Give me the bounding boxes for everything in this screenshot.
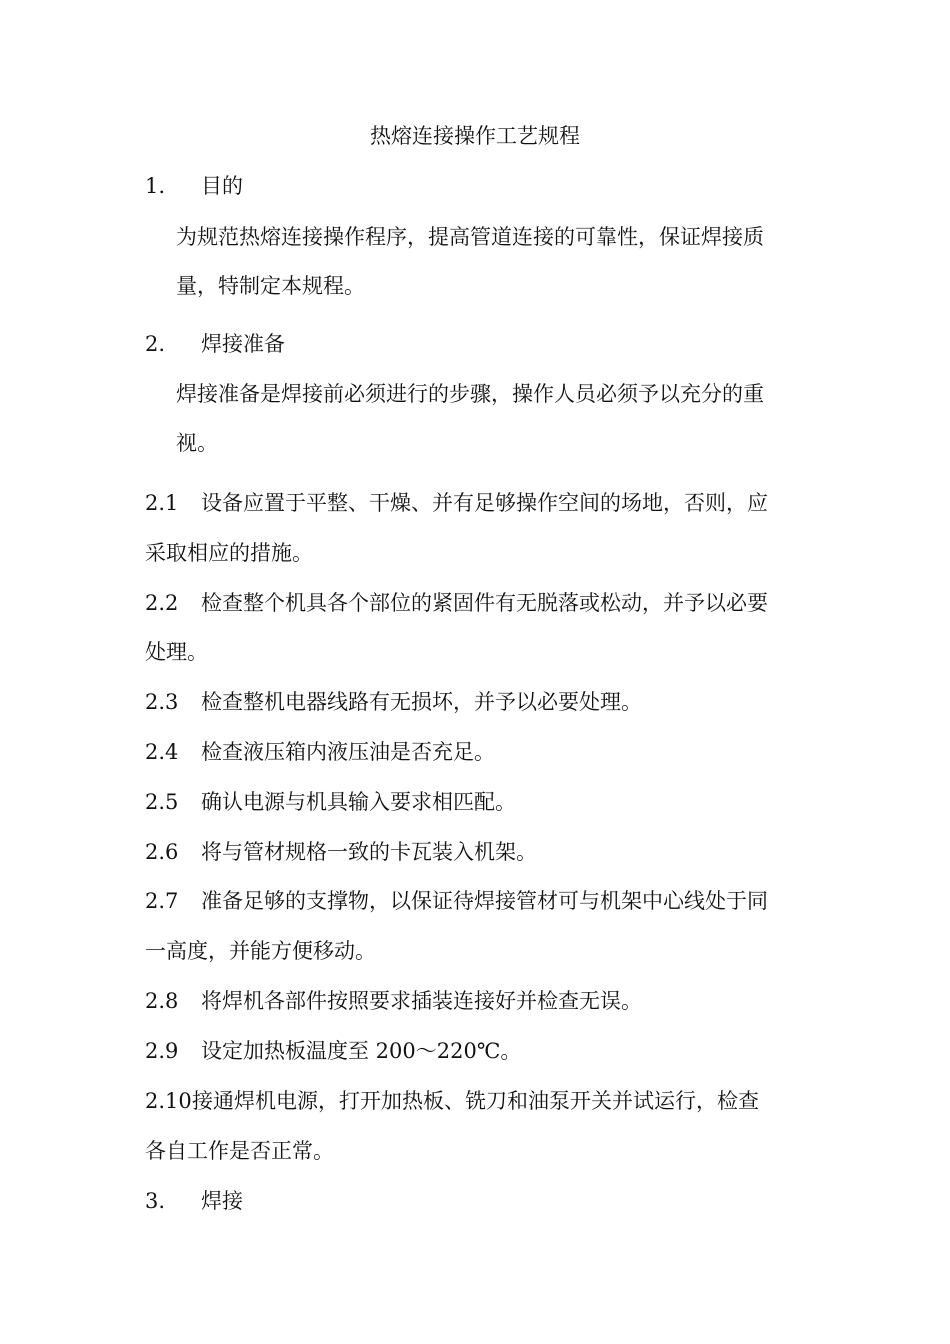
section-heading-purpose <box>145 170 810 202</box>
item-number: 2.2 <box>145 591 179 615</box>
item-text: 确认电源与机具输入要求相匹配。 <box>201 790 516 814</box>
list-item-2-3 <box>145 686 810 718</box>
list-item-2-4 <box>145 736 810 768</box>
section-heading-preparation <box>145 328 810 360</box>
list-item-continuation: 采取相应的措施。 <box>145 541 313 565</box>
item-number: 2.4 <box>145 740 179 764</box>
item-number: 2.3 <box>145 690 179 714</box>
list-item-continuation: 各自工作是否正常。 <box>145 1139 334 1163</box>
item-number: 2.5 <box>145 790 179 814</box>
item-text: 将焊机各部件按照要求插装连接好并检查无误。 <box>201 989 642 1013</box>
paragraph-line: 视。 <box>176 431 218 455</box>
item-number: 2.8 <box>145 989 179 1013</box>
paragraph-line: 量，特制定本规程。 <box>176 274 365 298</box>
list-item-2-8 <box>145 985 810 1017</box>
document-title: 热熔连接操作工艺规程 <box>370 124 580 148</box>
list-item-continuation: 一高度，并能方便移动。 <box>145 939 376 963</box>
list-item-2-6 <box>145 836 810 868</box>
section-heading-welding <box>145 1185 810 1217</box>
item-number: 2.6 <box>145 840 179 864</box>
item-number: 2.9 <box>145 1039 179 1063</box>
item-text: 检查整个机具各个部位的紧固件有无脱落或松动，并予以必要 <box>201 591 768 615</box>
list-item-2-10 <box>145 1085 810 1117</box>
item-text: 接通焊机电源，打开加热板、铣刀和油泵开关并试运行，检查 <box>192 1089 759 1113</box>
item-text: 准备足够的支撑物，以保证待焊接管材可与机架中心线处于同 <box>201 889 768 913</box>
list-item-2-5 <box>145 786 810 818</box>
paragraph-line: 为规范热熔连接操作程序，提高管道连接的可靠性，保证焊接质 <box>176 225 764 249</box>
section-title: 焊接准备 <box>201 332 285 356</box>
item-number: 2.7 <box>145 889 179 913</box>
list-item-2-9 <box>145 1035 810 1067</box>
item-text: 检查整机电器线路有无损坏，并予以必要处理。 <box>201 690 642 714</box>
item-text: 设定加热板温度至 200～220℃。 <box>201 1039 522 1063</box>
item-number: 2.1 <box>145 491 179 515</box>
list-item-2-1 <box>145 487 810 519</box>
section-number: 3. <box>145 1189 166 1213</box>
list-item-2-2 <box>145 587 810 619</box>
item-number: 2.10 <box>145 1089 192 1113</box>
section-number: 1. <box>145 174 166 198</box>
list-item-2-7 <box>145 885 810 917</box>
item-text: 设备应置于平整、干燥、并有足够操作空间的场地，否则，应 <box>201 491 768 515</box>
section-title: 目的 <box>201 174 243 198</box>
item-text: 检查液压箱内液压油是否充足。 <box>201 740 495 764</box>
list-item-continuation: 处理。 <box>145 640 208 664</box>
section-number: 2. <box>145 332 166 356</box>
paragraph-line: 焊接准备是焊接前必须进行的步骤，操作人员必须予以充分的重 <box>176 382 764 406</box>
item-text: 将与管材规格一致的卡瓦装入机架。 <box>201 840 537 864</box>
section-title: 焊接 <box>201 1189 243 1213</box>
